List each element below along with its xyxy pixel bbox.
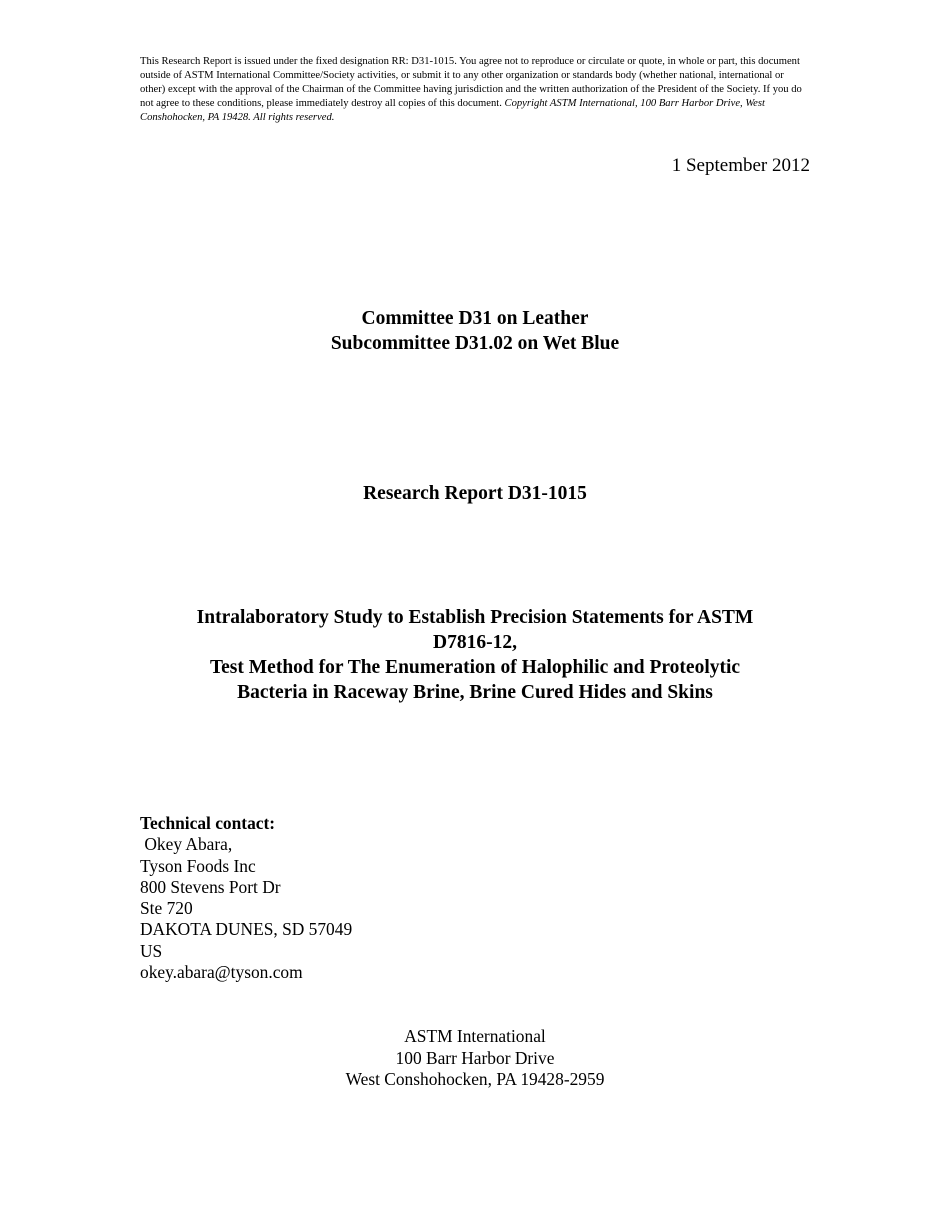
study-title-line: Intralaboratory Study to Establish Precision Statements for ASTM: [196, 607, 754, 628]
committee-heading: [0, 306, 950, 356]
notice-text: This Research Report is issued under the fixed designation RR: D31-1015. You agree not to reproduce or circulate or quote, in whole or part, this document outside of ASTM International Committee/Society activities, or submit it to any other organization or standards body (whether national, international or other) except with the approval of the Chairman of the Committee having jurisdiction and the written authorization of the President of the Society. If you do not agree to these conditions, please immediately destroy all copies of this document.: [140, 56, 802, 109]
footer-street: 100 Barr Harbor Drive: [395, 1047, 555, 1068]
contact-email: okey.abara@tyson.com: [140, 962, 303, 983]
report-number: Research Report D31-1015: [363, 483, 587, 504]
contact-country: US: [140, 940, 163, 961]
contact-city: DAKOTA DUNES, SD 57049: [140, 919, 353, 940]
technical-contact: [140, 813, 352, 983]
study-title-line: Bacteria in Raceway Brine, Brine Cured Hides and Skins: [237, 682, 713, 703]
contact-suite: Ste 720: [140, 898, 193, 919]
study-title-line: Test Method for The Enumeration of Halophilic and Proteolytic: [209, 657, 741, 678]
distribution-notice: [140, 55, 810, 125]
footer-org: ASTM International: [404, 1026, 546, 1046]
copyright-notice: Copyright ASTM International, 100 Barr Harbor Drive, West Conshohocken, PA 19428. All rights reserved.: [140, 98, 765, 123]
subcommittee-name: Subcommittee D31.02 on Wet Blue: [330, 333, 620, 354]
footer-city: West Conshohocken, PA 19428-2959: [345, 1069, 605, 1089]
study-title-line: D7816-12,: [433, 632, 517, 653]
contact-street: 800 Stevens Port Dr: [140, 876, 281, 897]
report-date: 1 September 2012: [671, 155, 810, 176]
contact-label: Technical contact:: [140, 813, 276, 833]
contact-company: Tyson Foods Inc: [140, 855, 256, 876]
committee-name: Committee D31 on Leather: [361, 308, 589, 329]
study-title: [140, 605, 810, 705]
astm-address: [0, 1026, 950, 1091]
contact-name: Okey Abara,: [140, 834, 233, 855]
